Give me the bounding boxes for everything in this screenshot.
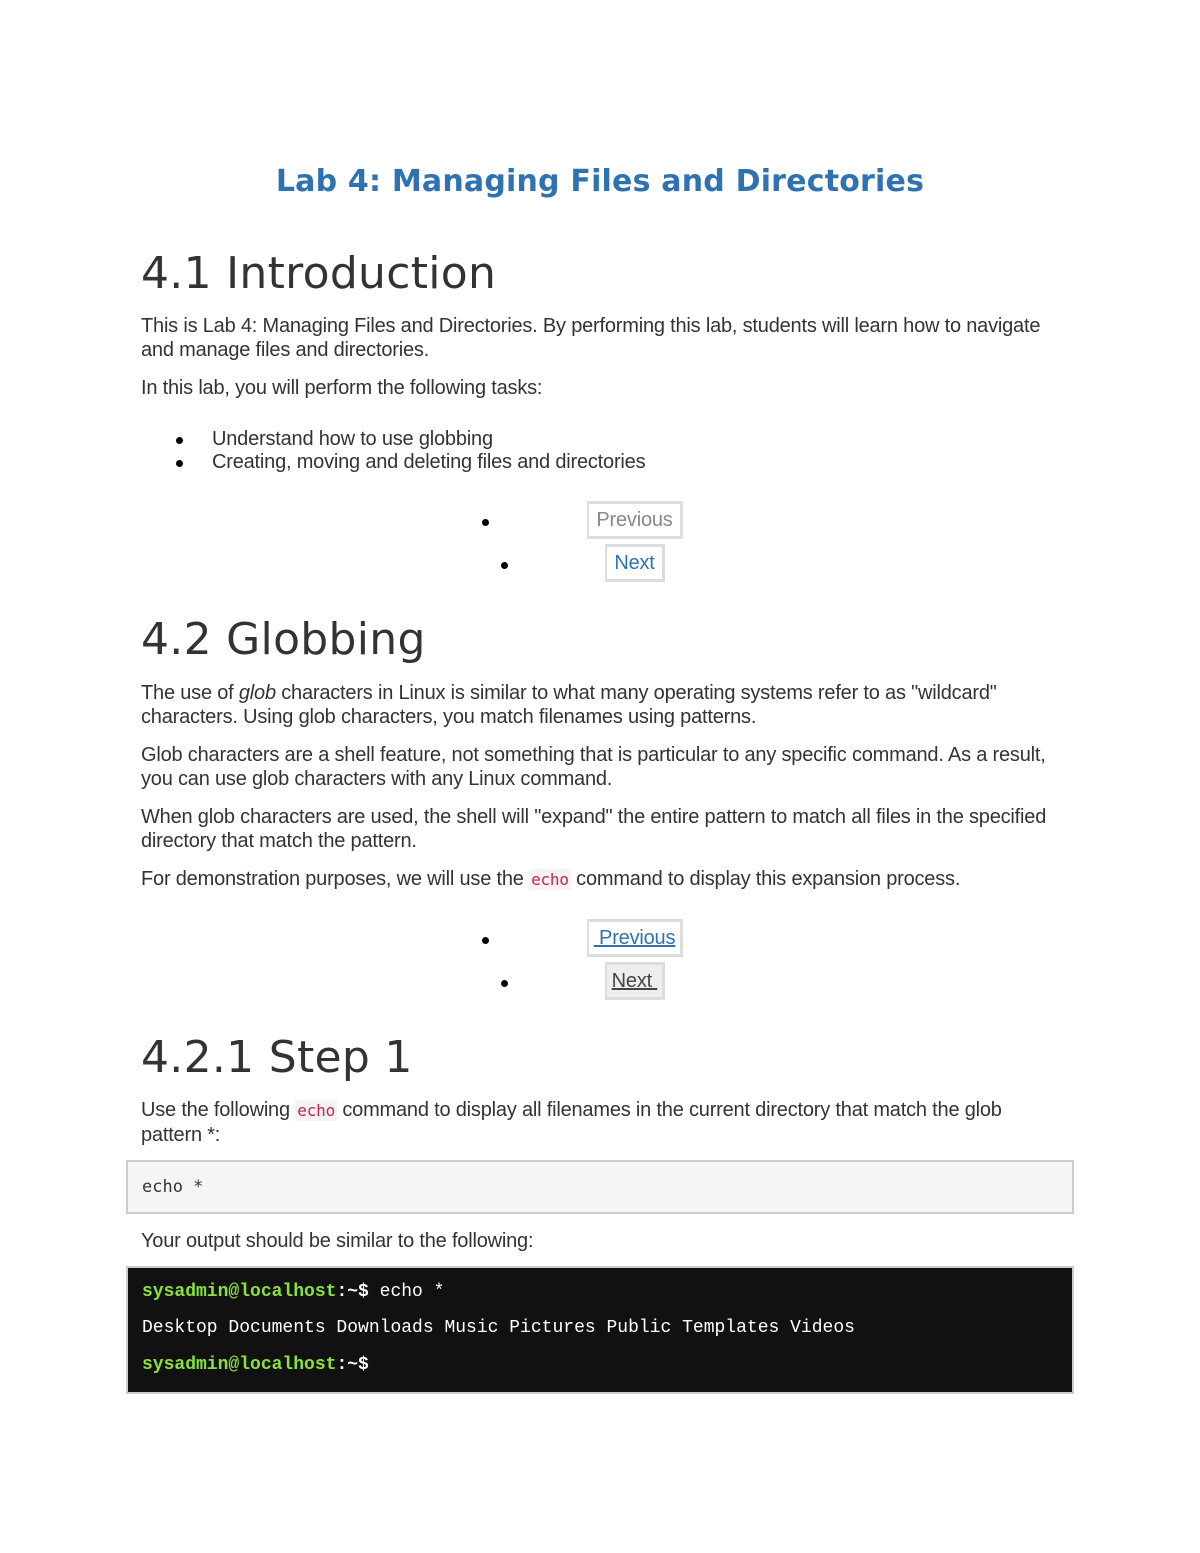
prompt-separator: :~$ (336, 1282, 369, 1302)
section-heading-globbing: 4.2 Globbing (141, 614, 426, 665)
prompt-user: sysadmin@localhost (142, 1355, 337, 1375)
terminal-output-block (126, 1266, 1074, 1394)
terminal-line (142, 1282, 444, 1302)
task-item: Creating, moving and deleting files and directories (141, 451, 645, 474)
inline-code-echo: echo (531, 870, 569, 889)
glob-emphasis: glob (238, 682, 276, 704)
command-code-block (126, 1160, 1074, 1214)
inline-code-echo: echo (297, 1101, 335, 1120)
pager-bullet (501, 980, 508, 987)
document-title: Lab 4: Managing Files and Directories (275, 164, 925, 199)
output-intro-paragraph: Your output should be similar to the following: (141, 1230, 534, 1252)
section-heading-step-1: 4.2.1 Step 1 (141, 1032, 413, 1083)
step-1-paragraph: Use the following echo command to display all filenames in the current directory that match the glob pattern *: (141, 1099, 1002, 1146)
pager-bullet (482, 519, 489, 526)
pager-bullet (501, 562, 508, 569)
tasks-intro-paragraph: In this lab, you will perform the following tasks: (141, 377, 543, 399)
terminal-command: echo * (368, 1282, 445, 1302)
next-button-hover[interactable]: Next (605, 962, 665, 1000)
section-heading-introduction: 4.1 Introduction (141, 248, 497, 299)
prompt-separator: :~$ (336, 1355, 369, 1375)
globbing-paragraph-3: When glob characters are used, the shell will "expand" the entire pattern to match all files in the specified directory that match the pattern. (141, 806, 1047, 852)
previous-button[interactable]: Previous (587, 919, 683, 957)
task-item: Understand how to use globbing (141, 428, 645, 451)
prompt-user: sysadmin@localhost (142, 1282, 337, 1302)
globbing-paragraph-2: Glob characters are a shell feature, not something that is particular to any specific command. As a result, you can use glob characters with any Linux command. (141, 744, 1046, 790)
intro-paragraph: This is Lab 4: Managing Files and Directories. By performing this lab, students will learn how to navigate and manage files and directories. (141, 315, 1041, 361)
globbing-paragraph-4: For demonstration purposes, we will use the echo command to display this expansion process. (141, 868, 961, 890)
task-list (141, 428, 645, 474)
globbing-paragraph-1: The use of glob characters in Linux is similar to what many operating systems refer to as "wildcard" characters. Using glob characters, you match filenames using patterns. (141, 682, 997, 728)
next-button[interactable]: Next (605, 544, 665, 582)
previous-button-disabled[interactable]: Previous (587, 501, 683, 539)
terminal-line (142, 1355, 369, 1375)
pager-bullet (482, 937, 489, 944)
command-text: echo * (142, 1177, 204, 1197)
terminal-output-line: Desktop Documents Downloads Music Pictures Public Templates Videos (142, 1318, 855, 1338)
